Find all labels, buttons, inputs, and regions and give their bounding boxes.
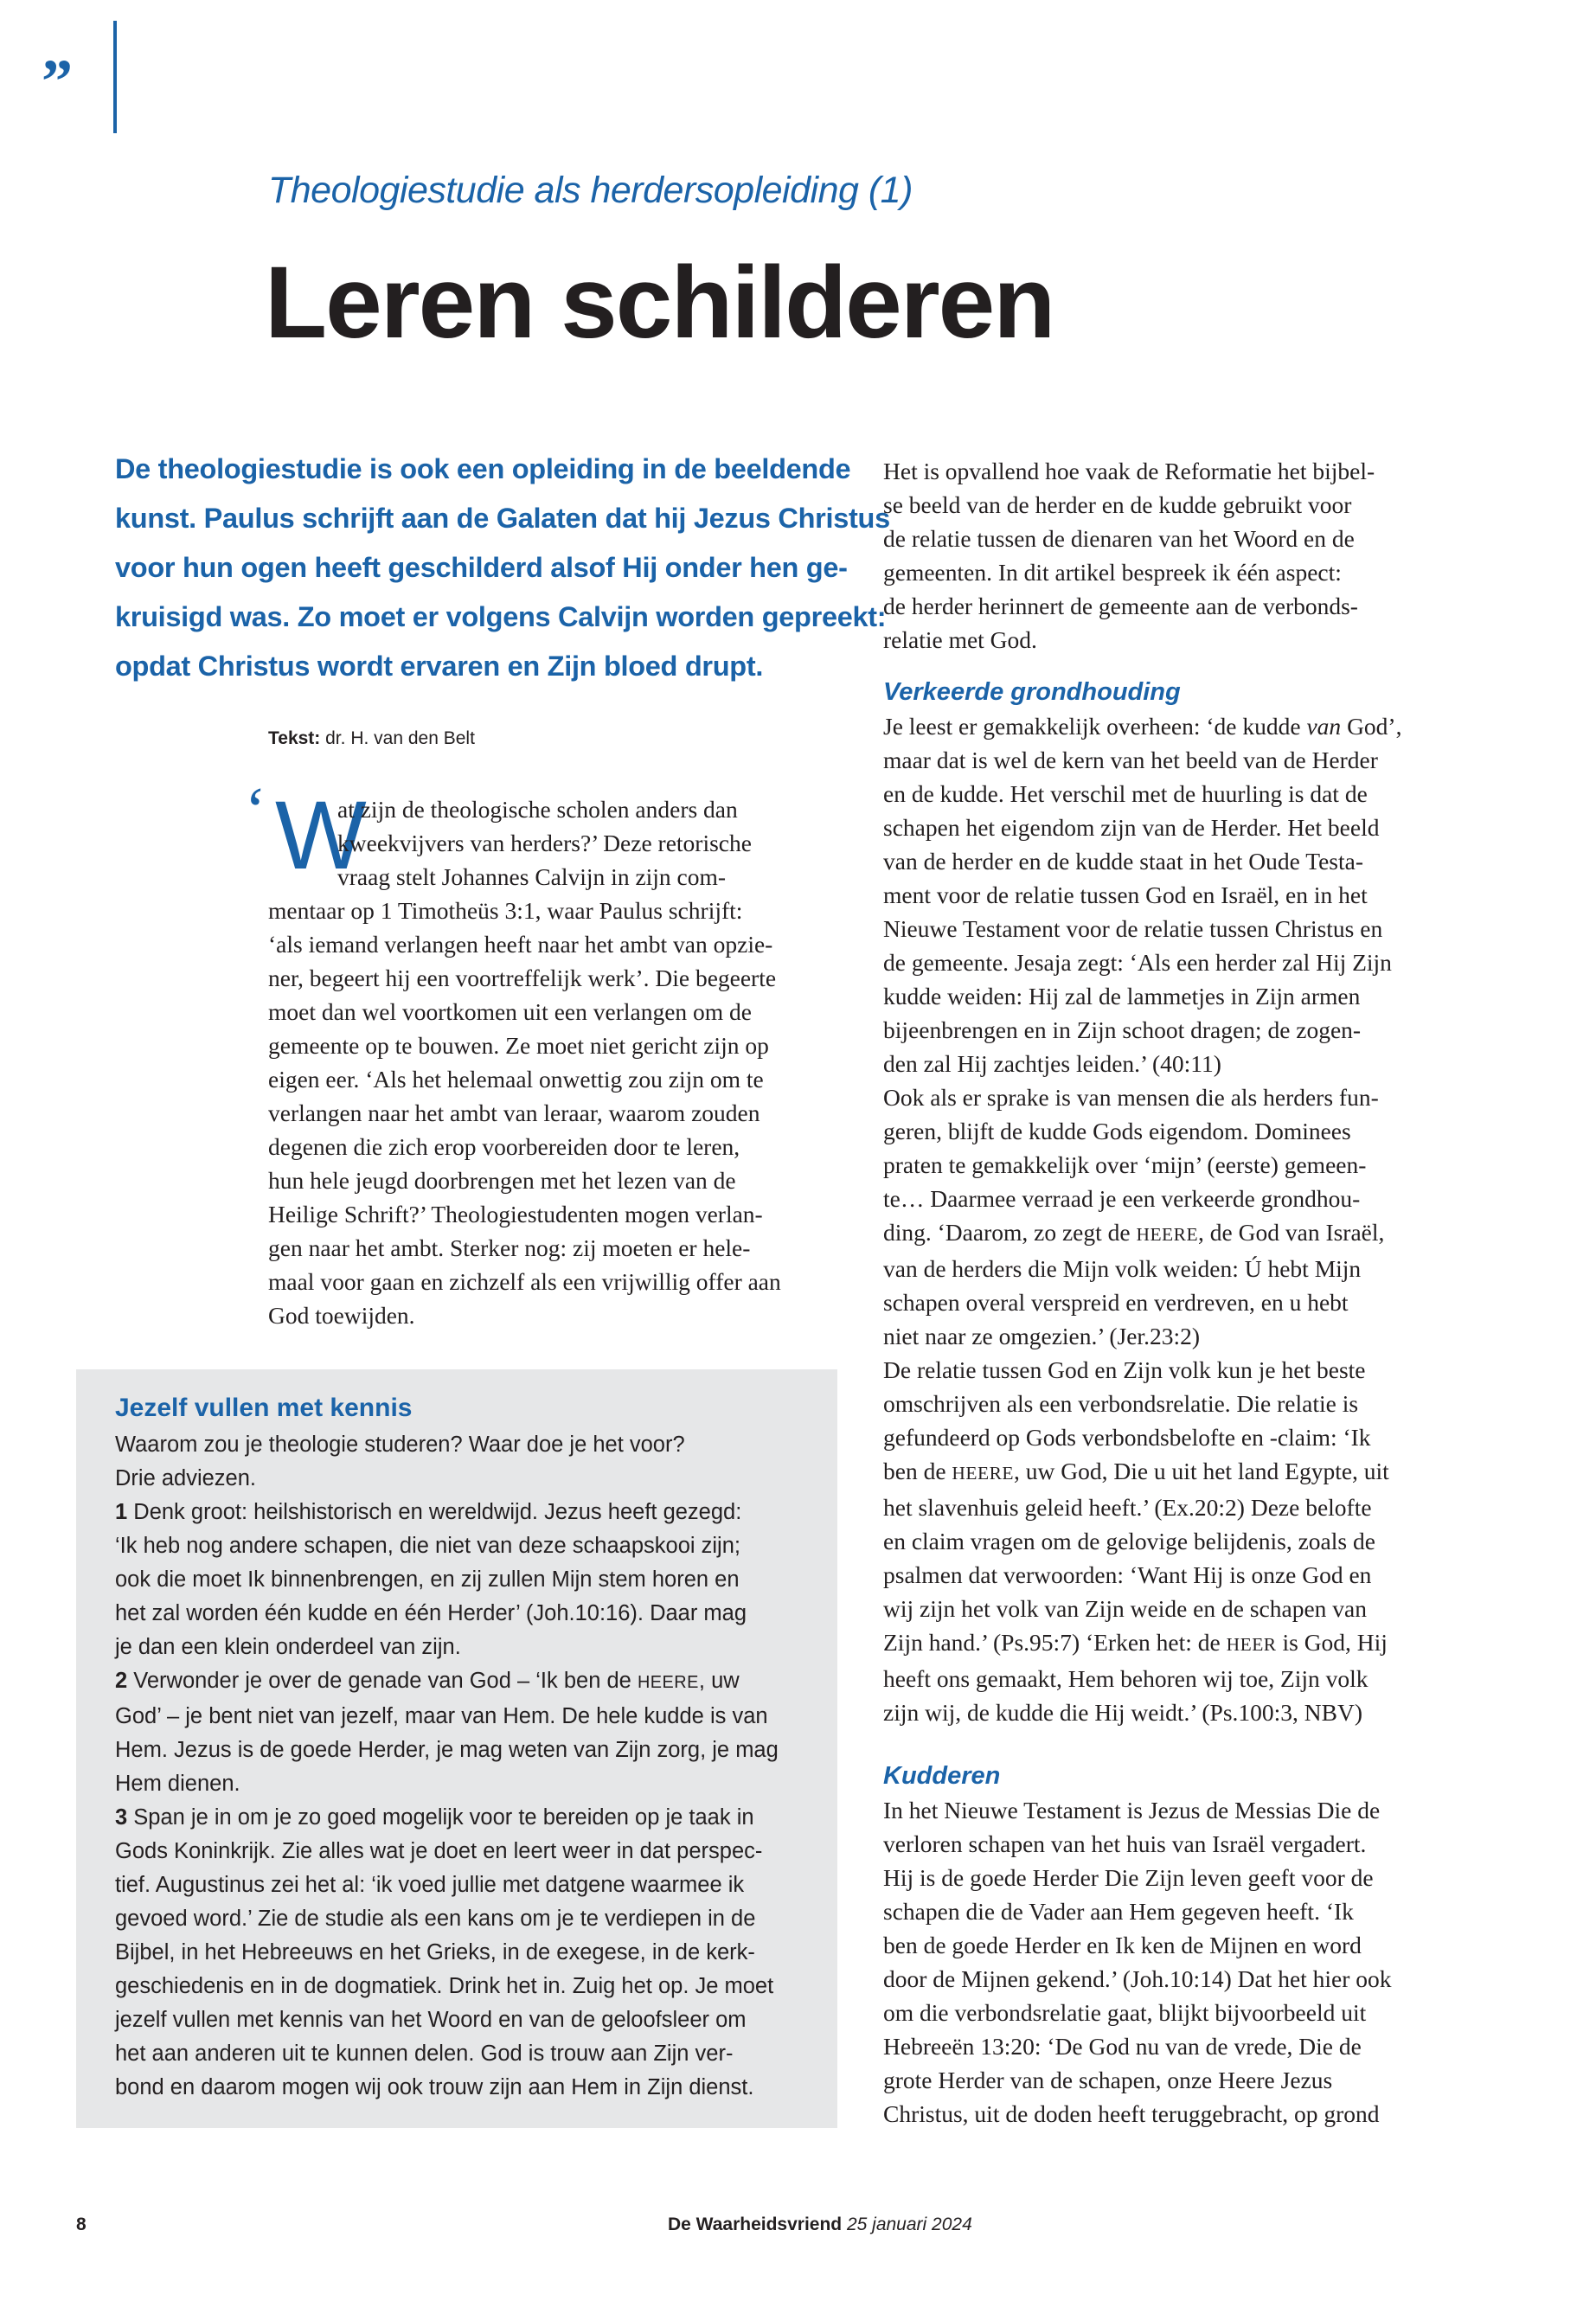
body-line: ment voor de relatie tussen God en Israël, en in het [883,881,1368,908]
body-line: Christus, uit de doden heeft teruggebracht, op grond [883,2100,1380,2127]
header-rule [113,21,117,133]
body-line: Ook als er sprake is van mensen die als herders fun- [883,1084,1379,1111]
info-box-content [115,1388,824,2105]
body-line: Nieuwe Testament voor de relatie tussen Christus en [883,915,1383,942]
body-line: schapen die de Vader aan Hem gegeven heeft. ‘Ik [883,1898,1354,1925]
box-line: Bijbel, in het Hebreeuws en het Grieks, in de exegese, in de kerk- [115,1940,755,1965]
article-title: Leren schilderen [265,246,1054,360]
list-number: 1 [115,1500,128,1524]
body-line: ben de HEERE, uw God, Die u uit het land Egypte, uit [883,1458,1389,1484]
body-line: en de kudde. Het verschil met de huurling is dat de [883,780,1368,807]
body-line: Het is opvallend hoe vaak de Reformatie het bijbel- [883,458,1375,484]
box-line: Gods Koninkrijk. Zie alles wat je doet en leert weer in dat perspec- [115,1839,763,1863]
body-line: de herder herinnert de gemeente aan de verbonds- [883,593,1358,619]
body-line: van de herders die Mijn volk weiden: Ú hebt Mijn [883,1255,1362,1282]
quote-mark-icon: ” [42,47,73,116]
box-line: jezelf vullen met kennis van het Woord en van de geloofsleer om [115,2008,747,2032]
body-line: niet naar ze omgezien.’ (Jer.23:2) [883,1323,1200,1349]
box-line: tief. Augustinus zei het al: ‘ik voed jullie met datgene waarmee ik [115,1873,745,1897]
body-line: verlangen naar het ambt van leraar, waarom zouden [268,1099,760,1126]
info-box-heading: Jezelf vullen met kennis [115,1394,413,1422]
body-line: geren, blijft de kudde Gods eigendom. Dominees [883,1118,1351,1144]
box-line: bond en daarom mogen wij ook trouw zijn aan Hem in Zijn dienst. [115,2075,754,2099]
box-line: 1 Denk groot: heilshistorisch en wereldwijd. Jezus heeft gezegd: [115,1500,742,1524]
body-line: Hebreeën 13:20: ‘De God nu van de vrede, Die de [883,2033,1362,2060]
body-line: den zal Hij zachtjes leiden.’ (40:11) [883,1050,1221,1077]
drop-cap: W [275,781,367,889]
body-line: Hij is de goede Herder Die Zijn leven geeft voor de [883,1864,1374,1891]
body-line: ding. ‘Daarom, zo zegt de HEERE, de God van Israël, [883,1219,1385,1246]
body-line: at zijn de theologische scholen anders dan [337,796,738,823]
list-number: 3 [115,1805,128,1830]
lead-line: kunst. Paulus schrijft aan de Galaten dat hij Jezus Christus [115,503,890,534]
body-line: psalmen dat verwoorden: ‘Want Hij is onze God en [883,1561,1372,1588]
left-column-body [268,792,856,1332]
body-line: zijn wij, de kudde die Hij weidt.’ (Ps.100:3, NBV) [883,1699,1363,1726]
body-line: ‘als iemand verlangen heeft naar het ambt van opzie- [268,931,773,958]
drop-quote-mark: ‘ [245,775,266,846]
body-line: van de herder en de kudde staat in het Oude Testa- [883,848,1363,875]
publication-name: De Waarheidsvriend [668,2214,843,2234]
body-line: moet dan wel voortkomen uit een verlangen om de [268,998,752,1025]
body-line: schapen overal verspreid en verdreven, en u hebt [883,1289,1349,1316]
body-line: ner, begeert hij een voortreffelijk werk’. Die begeerte [268,965,777,991]
body-line: Heilige Schrift?’ Theologiestudenten mogen verlan- [268,1201,763,1227]
body-line: se beeld van de herder en de kudde gebruikt voor [883,491,1352,518]
box-line: 2 Verwonder je over de genade van God – ‘Ik ben de HEERE, uw [115,1669,740,1693]
body-line: kudde weiden: Hij zal de lammetjes in Zijn armen [883,983,1361,1009]
box-line: Drie adviezen. [115,1466,256,1490]
box-line: Hem dienen. [115,1772,240,1796]
body-line: eigen eer. ‘Als het helemaal onwettig zou zijn om te [268,1066,764,1093]
body-line: maar dat is wel de kern van het beeld van de Herder [883,747,1378,773]
page-number: 8 [76,2214,87,2234]
body-line: In het Nieuwe Testament is Jezus de Messias Die de [883,1797,1381,1823]
body-line: schapen het eigendom zijn van de Herder. Het beeld [883,814,1380,841]
body-line: de relatie tussen de dienaren van het Woord en de [883,525,1355,552]
body-line: mentaar op 1 Timotheüs 3:1, waar Paulus schrijft: [268,897,743,924]
body-line: en claim vragen om de gelovige belijdenis, zoals de [883,1528,1375,1554]
body-line: heeft ons gemaakt, Hem behoren wij toe, Zijn volk [883,1665,1368,1692]
body-line: kweekvijvers van herders?’ Deze retorische [337,830,752,856]
body-line: omschrijven als een verbondsrelatie. Die relatie is [883,1390,1359,1417]
body-line: praten te gemakkelijk over ‘mijn’ (eerste) gemeen- [883,1151,1367,1178]
body-line: de gemeente. Jesaja zegt: ‘Als een herder zal Hij Zijn [883,949,1392,976]
byline [268,728,475,749]
body-line: relatie met God. [883,626,1037,653]
box-line: ‘Ik heb nog andere schapen, die niet van deze schaapskooi zijn; [115,1534,740,1558]
body-line: om die verbondsrelatie gaat, blijkt bijvoorbeeld uit [883,1999,1367,2026]
body-line: De relatie tussen God en Zijn volk kun je het beste [883,1356,1366,1383]
body-line: bijeenbrengen en in Zijn schoot dragen; de zogen- [883,1016,1362,1043]
lead-line: opdat Christus wordt ervaren en Zijn bloed drupt. [115,651,764,682]
body-line: gemeente op te bouwen. Ze moet niet gericht zijn op [268,1032,769,1059]
body-line: God toewijden. [268,1302,415,1329]
body-line: maal voor gaan en zichzelf als een vrijwillig offer aan [268,1268,781,1295]
box-line: ook die moet Ik binnenbrengen, en zij zullen Mijn stem horen en [115,1567,740,1592]
byline-author: dr. H. van den Belt [320,728,475,748]
box-line: je dan een klein onderdeel van zijn. [115,1635,461,1659]
box-line: Waarom zou je theologie studeren? Waar doe je het voor? [115,1433,685,1457]
box-line: 3 Span je in om je zo goed mogelijk voor te bereiden op je taak in [115,1805,754,1830]
body-line: verloren schapen van het huis van Israël vergadert. [883,1830,1367,1857]
lead-line: kruisigd was. Zo moet er volgens Calvijn worden gepreekt: [115,601,887,632]
body-line: te… Daarmee verraad je een verkeerde grondhou- [883,1185,1361,1212]
box-line: het aan anderen uit te kunnen delen. God is trouw aan Zijn ver- [115,2041,734,2066]
list-number: 2 [115,1669,128,1693]
body-line: door de Mijnen gekend.’ (Joh.10:14) Dat het hier ook [883,1965,1392,1992]
publication-line [668,2214,972,2235]
box-line: geschiedenis en in de dogmatiek. Drink het in. Zuig het op. Je moet [115,1974,774,1998]
series-title: Theologiestudie als herdersopleiding (1) [268,170,913,211]
body-line: gen naar het ambt. Sterker nog: zij moeten er hele- [268,1234,751,1261]
body-line: vraag stelt Johannes Calvijn in zijn com- [337,863,727,890]
byline-label: Tekst: [268,728,321,748]
body-line: Je leest er gemakkelijk overheen: ‘de kudde van God’, [883,713,1402,740]
body-line: degenen die zich erop voorbereiden door te leren, [268,1133,740,1160]
right-column-body [883,454,1567,2131]
lead-paragraph [115,445,890,691]
body-line: het slavenhuis geleid heeft.’ (Ex.20:2) Deze belofte [883,1494,1372,1521]
body-line: Zijn hand.’ (Ps.95:7) ‘Erken het: de HEER is God, Hij [883,1629,1388,1656]
box-line: Hem. Jezus is de goede Herder, je mag weten van Zijn zorg, je mag [115,1738,779,1762]
body-line: gemeenten. In dit artikel bespreek ik één aspect: [883,559,1342,586]
box-line: het zal worden één kudde en één Herder’ (Joh.10:16). Daar mag [115,1601,747,1625]
body-line: wij zijn het volk van Zijn weide en de schapen van [883,1595,1367,1622]
lead-line: De theologiestudie is ook een opleiding in de beeldende [115,453,851,484]
body-line: gefundeerd op Gods verbondsbelofte en -claim: ‘Ik [883,1424,1371,1451]
body-line: grote Herder van de schapen, onze Heere Jezus [883,2067,1333,2093]
body-line: ben de goede Herder en Ik ken de Mijnen en word [883,1932,1362,1958]
body-line: hun hele jeugd doorbrengen met het lezen van de [268,1167,736,1194]
box-line: God’ – je bent niet van jezelf, maar van Hem. De hele kudde is van [115,1704,768,1728]
publication-date: 25 januari 2024 [842,2214,972,2234]
section-heading: Kudderen [883,1762,1001,1790]
box-line: gevoed word.’ Zie de studie als een kans om je te verdiepen in de [115,1907,756,1931]
section-heading: Verkeerde grondhouding [883,678,1181,706]
lead-line: voor hun ogen heeft geschilderd alsof Hij onder hen ge- [115,552,848,583]
